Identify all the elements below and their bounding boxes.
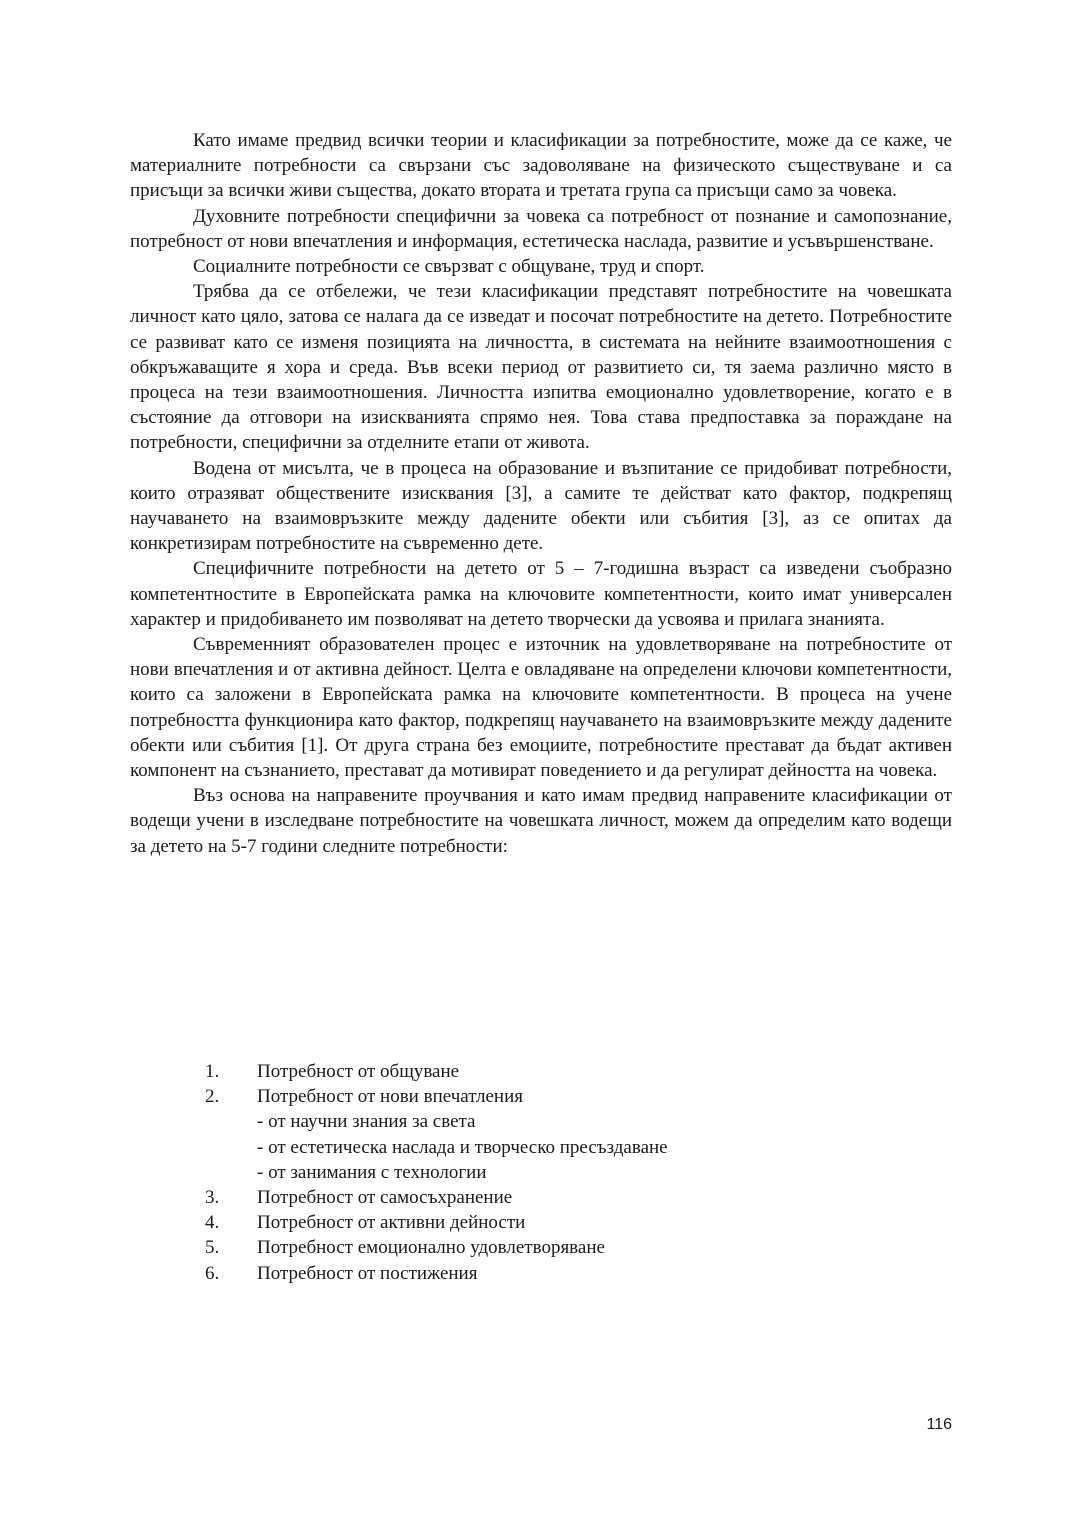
list-item-label: Потребност от активни дейности xyxy=(257,1212,526,1234)
paragraph: Водена от мисълта, че в процеса на образование и възпитание се придобиват потребности, които отразяват обществените изисквания [3], а самите те действат като фактор, подкрепящ научаването на взаимовръзките между дадените обекти или събития [3], аз се опитах да конкретизирам потребностите на съвременно дете. xyxy=(130,457,952,555)
paragraph: Специфичните потребности на детето от 5 – 7-годишна възраст са изведени съобразно компетентностите в Европейската рамка на ключовите компетентности, които имат универсален характер и придобиването им позволяват на детето творчески да усвоява и прилага знанията. xyxy=(130,558,952,630)
paragraph: Социалните потребности се свързват с общуване, труд и спорт. xyxy=(193,256,705,278)
list-item xyxy=(205,1261,905,1286)
list-item-number: 4. xyxy=(205,1212,220,1234)
list-item-number: 1. xyxy=(205,1061,220,1082)
list-item-label: Потребност от общуване xyxy=(257,1061,460,1082)
list-sub-item: - от естетическа наслада и творческо пресъздаване xyxy=(257,1136,668,1158)
paragraph: Като имаме предвид всички теории и класификации за потребностите, може да се каже, че материалните потребности са свързани със задоволяване на физическото съществуване и са присъщи за всички живи същества, докато втората и третата група са присъщи само за човека. xyxy=(130,130,952,202)
paragraph: Съвременният образователен процес е източник на удовлетворяване на потребностите от нови впечатления и от активна дейност. Целта е овладяване на определени ключови компетентности, които са заложени в Европейската рамка на ключовите компетентности. В процеса на учене потребността функционира като фактор, подкрепящ научаването на взаимовръзките между дадените обекти или събития [1]. От друга страна без емоциите, потребностите престават да бъдат активен компонент на съзнанието, престават да мотивират поведението и да регулират дейността на човека. xyxy=(130,634,952,782)
list-item-number: 5. xyxy=(205,1237,220,1259)
list-item-number: 6. xyxy=(205,1262,220,1284)
paragraph: Трябва да се отбележи, че тези класификации представят потребностите на човешката личност като цяло, затова се налага да се изведат и посочат потребностите на детето. Потребностите се развиват като се изменя позицията на личността, в системата на нейните взаимоотношения с обкръжаващите я хора и среда. Във всеки период от развитието си, тя заема различно място в процеса на тези взаимоотношения. Личността изпитва емоционално удовлетворение, когато е в състояние да отговори на изискванията спрямо нея. Това става предпоставка за пораждане на потребности, специфични за отделните етапи от живота. xyxy=(130,281,952,454)
needs-list xyxy=(205,1059,905,1286)
paragraph: Въз основа на направените проучвания и като имам предвид направените класификации от водещи учени в изследване потребностите на човешката личност, можем да определим като водещи за детето на 5-7 години следните потребности: xyxy=(130,785,952,857)
list-item xyxy=(205,1185,905,1210)
page-number: 116 xyxy=(926,1416,952,1433)
list-item-number: 2. xyxy=(205,1086,220,1108)
list-item-number: 3. xyxy=(205,1187,220,1209)
list-item xyxy=(205,1084,905,1109)
list-sub-item: - от научни знания за света xyxy=(257,1111,476,1133)
list-item-label: Потребност от постижения xyxy=(257,1262,478,1284)
body-text xyxy=(130,128,952,859)
list-item-label: Потребност от нови впечатления xyxy=(257,1086,524,1108)
list-item xyxy=(205,1235,905,1260)
paragraph: Духовните потребности специфични за човека са потребност от познание и самопознание, потребност от нови впечатления и информация, естетическа наслада, развитие и усъвършенстване. xyxy=(130,205,952,252)
list-item xyxy=(205,1210,905,1235)
list-item xyxy=(205,1059,905,1084)
list-item-label: Потребност от самосъхранение xyxy=(257,1187,513,1209)
list-item-label: Потребност емоционално удовлетворяване xyxy=(257,1237,605,1259)
list-sub-item: - от занимания с технологии xyxy=(257,1161,487,1183)
